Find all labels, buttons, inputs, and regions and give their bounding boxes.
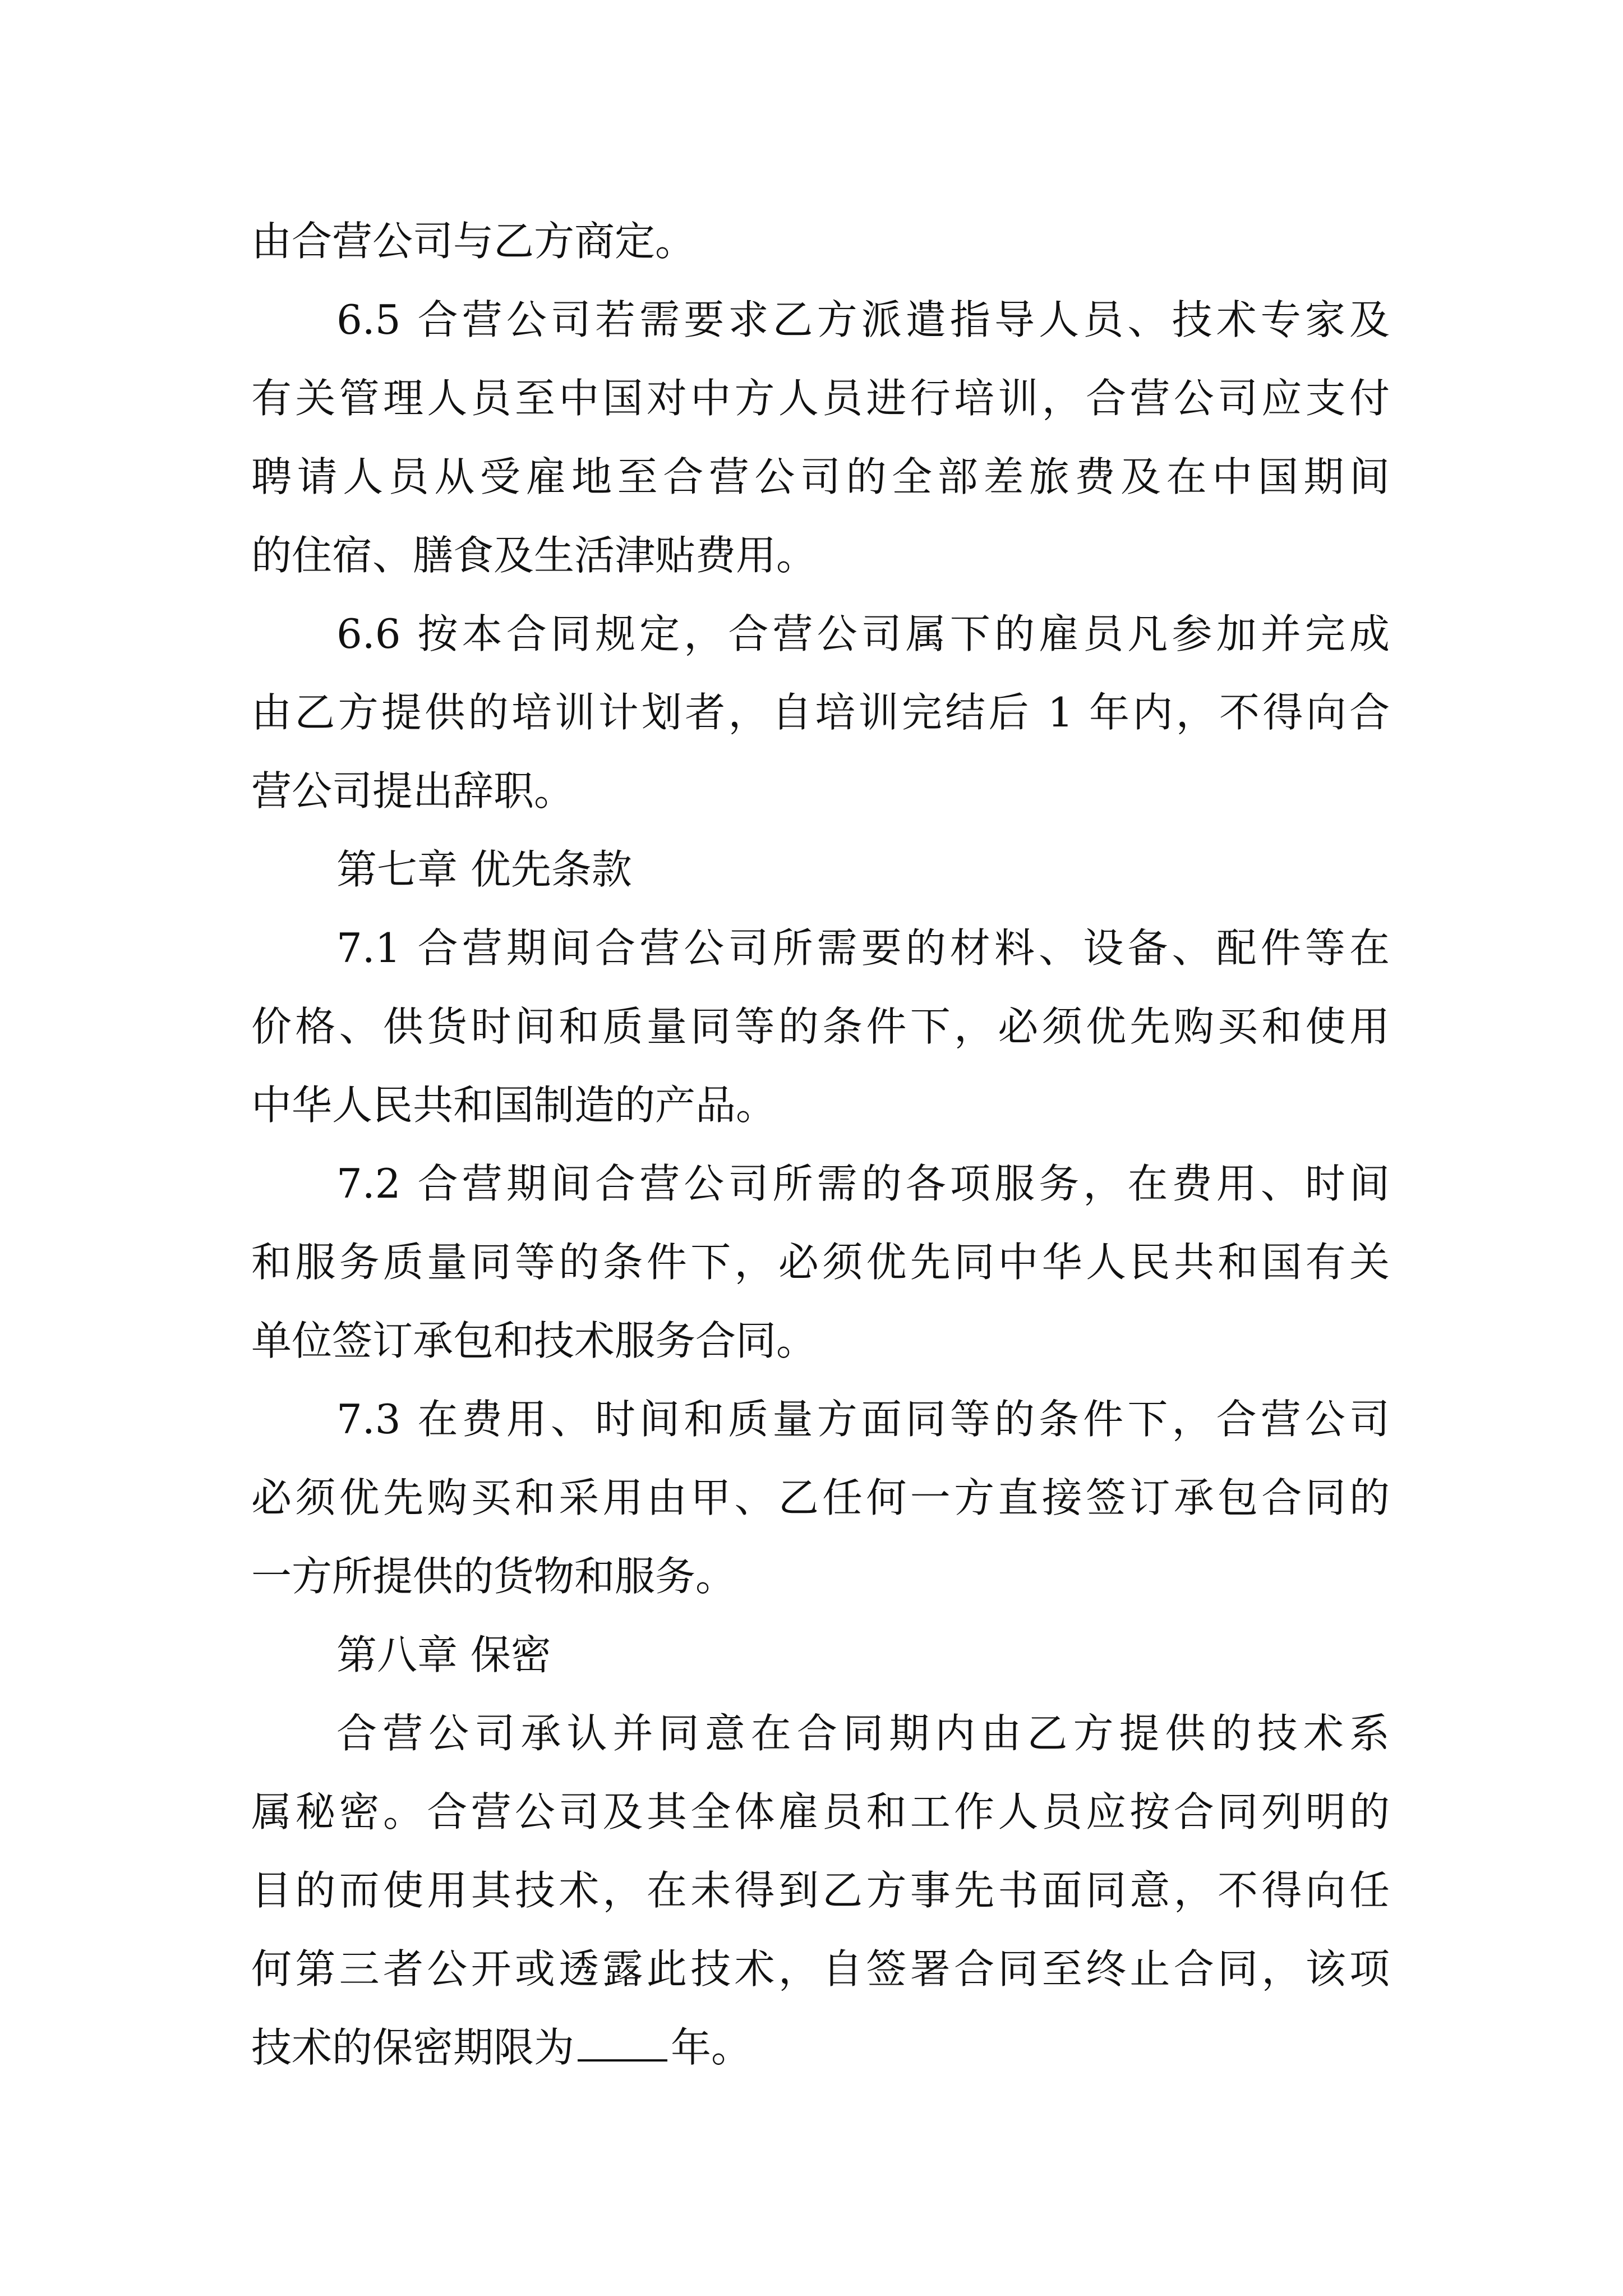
confidentiality-line: 何第三者公开或透露此技术，自签署合同至终止合同，该项 <box>251 1945 1390 1993</box>
clause-7-3-line: 必须优先购买和采用由甲、乙任何一方直接签订承包合同的 <box>251 1474 1390 1521</box>
clause-7-3-line: 7.3 在费用、时间和质量方面同等的条件下，合营公司 <box>336 1396 1390 1443</box>
clause-6-5-line: 聘请人员从受雇地至合营公司的全部差旅费及在中国期间 <box>251 453 1390 500</box>
chapter-8-heading: 第八章 保密 <box>336 1631 551 1678</box>
confidentiality-last-line <box>251 2015 1390 2080</box>
clause-6-5-line: 有关管理人员至中国对中方人员进行培训，合营公司应支付 <box>251 375 1390 422</box>
chapter-7-heading: 第七章 优先条款 <box>336 846 632 893</box>
confidentiality-line: 目的而使用其技术，在未得到乙方事先书面同意，不得向任 <box>251 1867 1390 1914</box>
clause-7-3-line: 一方所提供的货物和服务。 <box>251 1553 736 1600</box>
clause-7-2-line: 单位签订承包和技术服务合同。 <box>251 1317 817 1364</box>
clause-7-1-line: 7.1 合营期间合营公司所需要的材料、设备、配件等在 <box>336 924 1390 972</box>
clause-7-2-line: 7.2 合营期间合营公司所需的各项服务，在费用、时间 <box>336 1160 1390 1207</box>
confidentiality-period-prefix: 技术的保密期限为 <box>251 2024 575 2071</box>
clause-7-2-line: 和服务质量同等的条件下，必须优先同中华人民共和国有关 <box>251 1239 1390 1286</box>
clause-7-1-line: 价格、供货时间和质量同等的条件下，必须优先购买和使用 <box>251 1003 1390 1050</box>
blank-fill-line <box>578 2020 667 2062</box>
paragraph-continuation: 由合营公司与乙方商定。 <box>251 218 696 265</box>
clause-6-6-line: 6.6 按本合同规定，合营公司属下的雇员凡参加并完成 <box>336 610 1390 657</box>
confidentiality-period-suffix: 年。 <box>671 2024 752 2071</box>
clause-6-6-line: 由乙方提供的培训计划者，自培训完结后 1 年内，不得向合 <box>251 689 1390 736</box>
clause-7-1-line: 中华人民共和国制造的产品。 <box>251 1082 777 1129</box>
confidentiality-line: 属秘密。合营公司及其全体雇员和工作人员应按合同列明的 <box>251 1788 1390 1835</box>
clause-6-5-line: 的住宿、膳食及生活津贴费用。 <box>251 532 817 579</box>
clause-6-6-line: 营公司提出辞职。 <box>251 767 575 815</box>
clause-6-5-line: 6.5 合营公司若需要求乙方派遣指导人员、技术专家及 <box>336 296 1390 343</box>
confidentiality-line: 合营公司承认并同意在合同期内由乙方提供的技术系 <box>336 1710 1390 1757</box>
